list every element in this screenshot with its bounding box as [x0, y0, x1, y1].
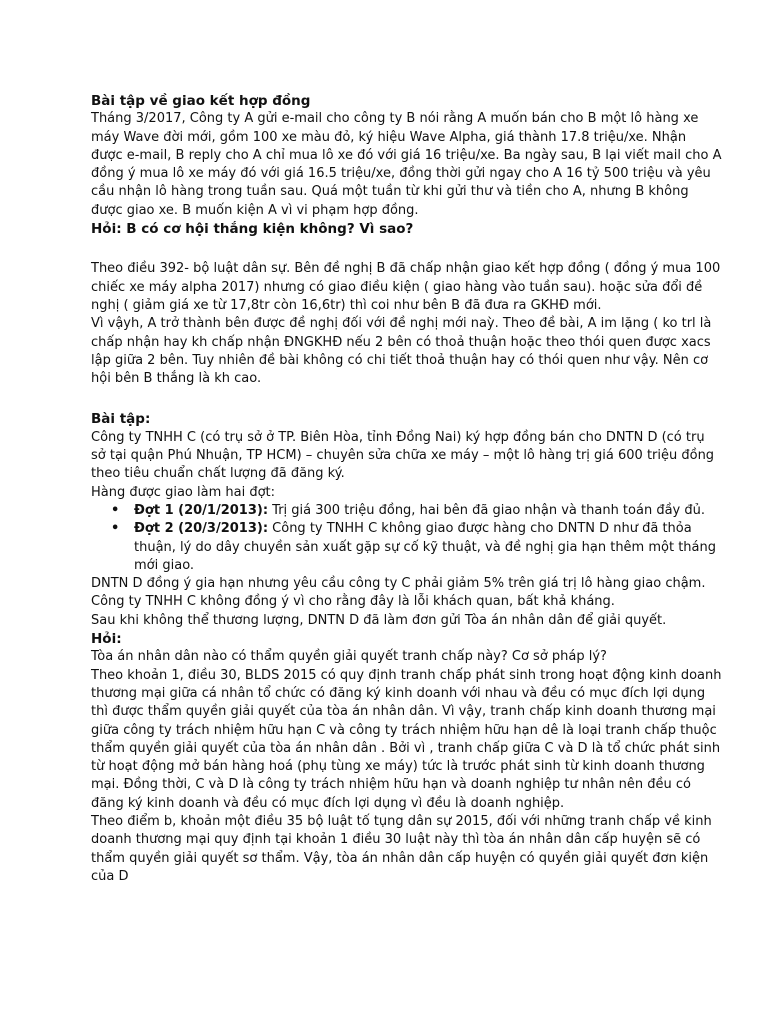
text-line: đồng ý mua lô xe máy đó với giá 16.5 triệu/xe, đồng thời gửi ngay cho A 16 tỷ 500 triệu và yêu	[91, 166, 711, 182]
section2-question: Tòa án nhân dân nào có thẩm quyền giải quyết tranh chấp này? Cơ sở pháp lý?	[91, 649, 607, 665]
text-line: thẩm quyền giải quyết sơ thẩm. Vậy, tòa án nhân dân cấp huyện có quyền giải quyết đơn kiện	[91, 850, 709, 866]
text-line: mại. Đồng thời, C và D là công ty trách nhiệm hữu hạn và doanh nghiệp tư nhân nên đều có	[91, 777, 691, 793]
bullet-text: thuận, lý do dây chuyền sản xuất gặp sự cố kỹ thuật, và đề nghị gia hạn thêm một tháng	[134, 539, 716, 555]
text-line: Công ty TNHH C không đồng ý vì cho rằng đây là lỗi khách quan, bất khả kháng.	[91, 594, 615, 610]
delivery-list	[91, 502, 716, 575]
text-line: Theo điều 392- bộ luật dân sự. Bên đề nghị B đã chấp nhận giao kết hợp đồng ( đồng ý mua 100	[91, 261, 721, 277]
text-line: thẩm quyền giải quyết của tòa án nhân dân . Bởi vì , tranh chấp giữa C và D là tổ chức phát sinh	[91, 740, 721, 756]
text-line: Sau khi không thể thương lượng, DNTN D đã làm đơn gửi Tòa án nhân dân để giải quyết.	[91, 612, 667, 628]
spacer	[91, 388, 696, 406]
bullet-icon: •	[111, 521, 120, 537]
text-line: máy Wave đời mới, gồm 100 xe màu đỏ, ký hiệu Wave Alpha, giá thành 17.8 triệu/xe. Nhận	[91, 129, 687, 145]
spacer	[91, 238, 696, 256]
list-item	[91, 520, 716, 575]
text-line: Công ty TNHH C (có trụ sở ở TP. Biên Hòa, tỉnh Đồng Nai) ký hợp đồng bán cho DNTN D (có trụ	[91, 429, 705, 445]
section2-answer	[91, 667, 722, 887]
text-line: cầu nhận lô hàng trong tuần sau. Quá một tuần từ khi gửi thư và tiền cho A, nhưng B không	[91, 184, 689, 200]
section1-answer	[91, 260, 721, 388]
text-line: sở tại quận Phú Nhuận, TP HCM) – chuyên sửa chữa xe máy – một lô hàng trị giá 600 triệu đồng	[91, 448, 715, 464]
bullet-text: Trị giá 300 triệu đồng, hai bên đã giao nhận và thanh toán đầy đủ.	[268, 502, 705, 518]
section1-question: Hỏi: B có cơ hội thắng kiện không? Vì sao?	[91, 221, 414, 238]
text-line: hội bên B thắng là kh cao.	[91, 371, 262, 387]
bullet-text: mới giao.	[134, 557, 195, 573]
section1-paragraph	[91, 110, 722, 220]
text-line: được giao xe. B muốn kiện A vì vi phạm hợp đồng.	[91, 202, 419, 218]
text-line: lập giữa 2 bên. Tuy nhiên đề bài không có chi tiết thoả thuận hay có thói quen như vậy. Nên cơ	[91, 352, 709, 368]
section2-intro	[91, 429, 715, 502]
text-line: DNTN D đồng ý gia hạn nhưng yêu cầu công ty C phải giảm 5% trên giá trị lô hàng giao chậm.	[91, 576, 706, 592]
text-line: Tháng 3/2017, Công ty A gửi e-mail cho công ty B nói rằng A muốn bán cho B một lô hàng xe	[91, 111, 699, 127]
text-line: được e-mail, B reply cho A chỉ mua lô xe đó với giá 16 triệu/xe. Ba ngày sau, B lại viết mail cho A	[91, 147, 722, 163]
section2-title: Bài tập:	[91, 411, 151, 428]
text-line: nghị ( giảm giá xe từ 17,8tr còn 16,6tr) thì coi như bên B đã đưa ra GKHĐ mới.	[91, 297, 602, 313]
text-line: thì được thẩm quyền giải quyết của tòa án nhân dân. Vì vậy, tranh chấp kinh doanh thương mại	[91, 704, 716, 720]
text-line: thương mại giữa cá nhân tổ chức có đăng ký kinh doanh với nhau và đều có mục đích lợi dụng	[91, 685, 706, 701]
text-line: từ hoạt động mở bán hàng hoá (phụ tùng xe máy) tức là trước phát sinh từ kinh doanh thương	[91, 759, 705, 775]
text-line: giữa công ty trách nhiệm hữu hạn C và công ty trách nhiệm hữu hạn dê là loại tranh chấp thuộc	[91, 722, 717, 738]
text-line: Vì vậyh, A trở thành bên được đề nghị đối với đề nghị mới naỳ. Theo đề bài, A im lặng ( ko trl là	[91, 316, 712, 332]
bullet-text: Công ty TNHH C không giao được hàng cho DNTN D như đã thỏa	[268, 521, 692, 537]
bullet-label: Đợt 1 (20/1/2013):	[134, 502, 269, 518]
section2-after	[91, 575, 706, 630]
text-line: chiếc xe máy alpha 2017) nhưng có giao điều kiện ( giao hàng vào tuần sau). hoặc sửa đổi đề	[91, 279, 703, 295]
list-item	[91, 502, 705, 520]
text-line: chấp nhận hay kh chấp nhận ĐNGKHĐ nếu 2 bên có thoả thuận hoặc theo thói quen được xacs	[91, 334, 711, 350]
section2-question-label: Hỏi:	[91, 631, 122, 648]
text-line: doanh thương mại quy định tại khoản 1 điều 30 luật này thì tòa án nhân dân cấp huyện sẽ có	[91, 832, 701, 848]
text-line: Hàng được giao làm hai đợt:	[91, 484, 276, 500]
text-line: theo tiêu chuẩn chất lượng đã đăng ký.	[91, 466, 345, 482]
text-line: đăng ký kinh doanh và đều có mục đích lợi dụng vì đều là doanh nghiệp.	[91, 795, 565, 811]
text-line: Theo khoản 1, điều 30, BLDS 2015 có quy định tranh chấp phát sinh trong hoạt động kinh doanh	[91, 667, 722, 683]
bullet-icon: •	[111, 502, 120, 518]
text-line: Theo điểm b, khoản một điều 35 bộ luật tố tụng dân sự 2015, đối với những tranh chấp về kinh	[91, 813, 712, 829]
bullet-label: Đợt 2 (20/3/2013):	[134, 521, 269, 537]
text-line: của D	[91, 868, 129, 884]
section1-title: Bài tập về giao kết hợp đồng	[91, 93, 311, 109]
